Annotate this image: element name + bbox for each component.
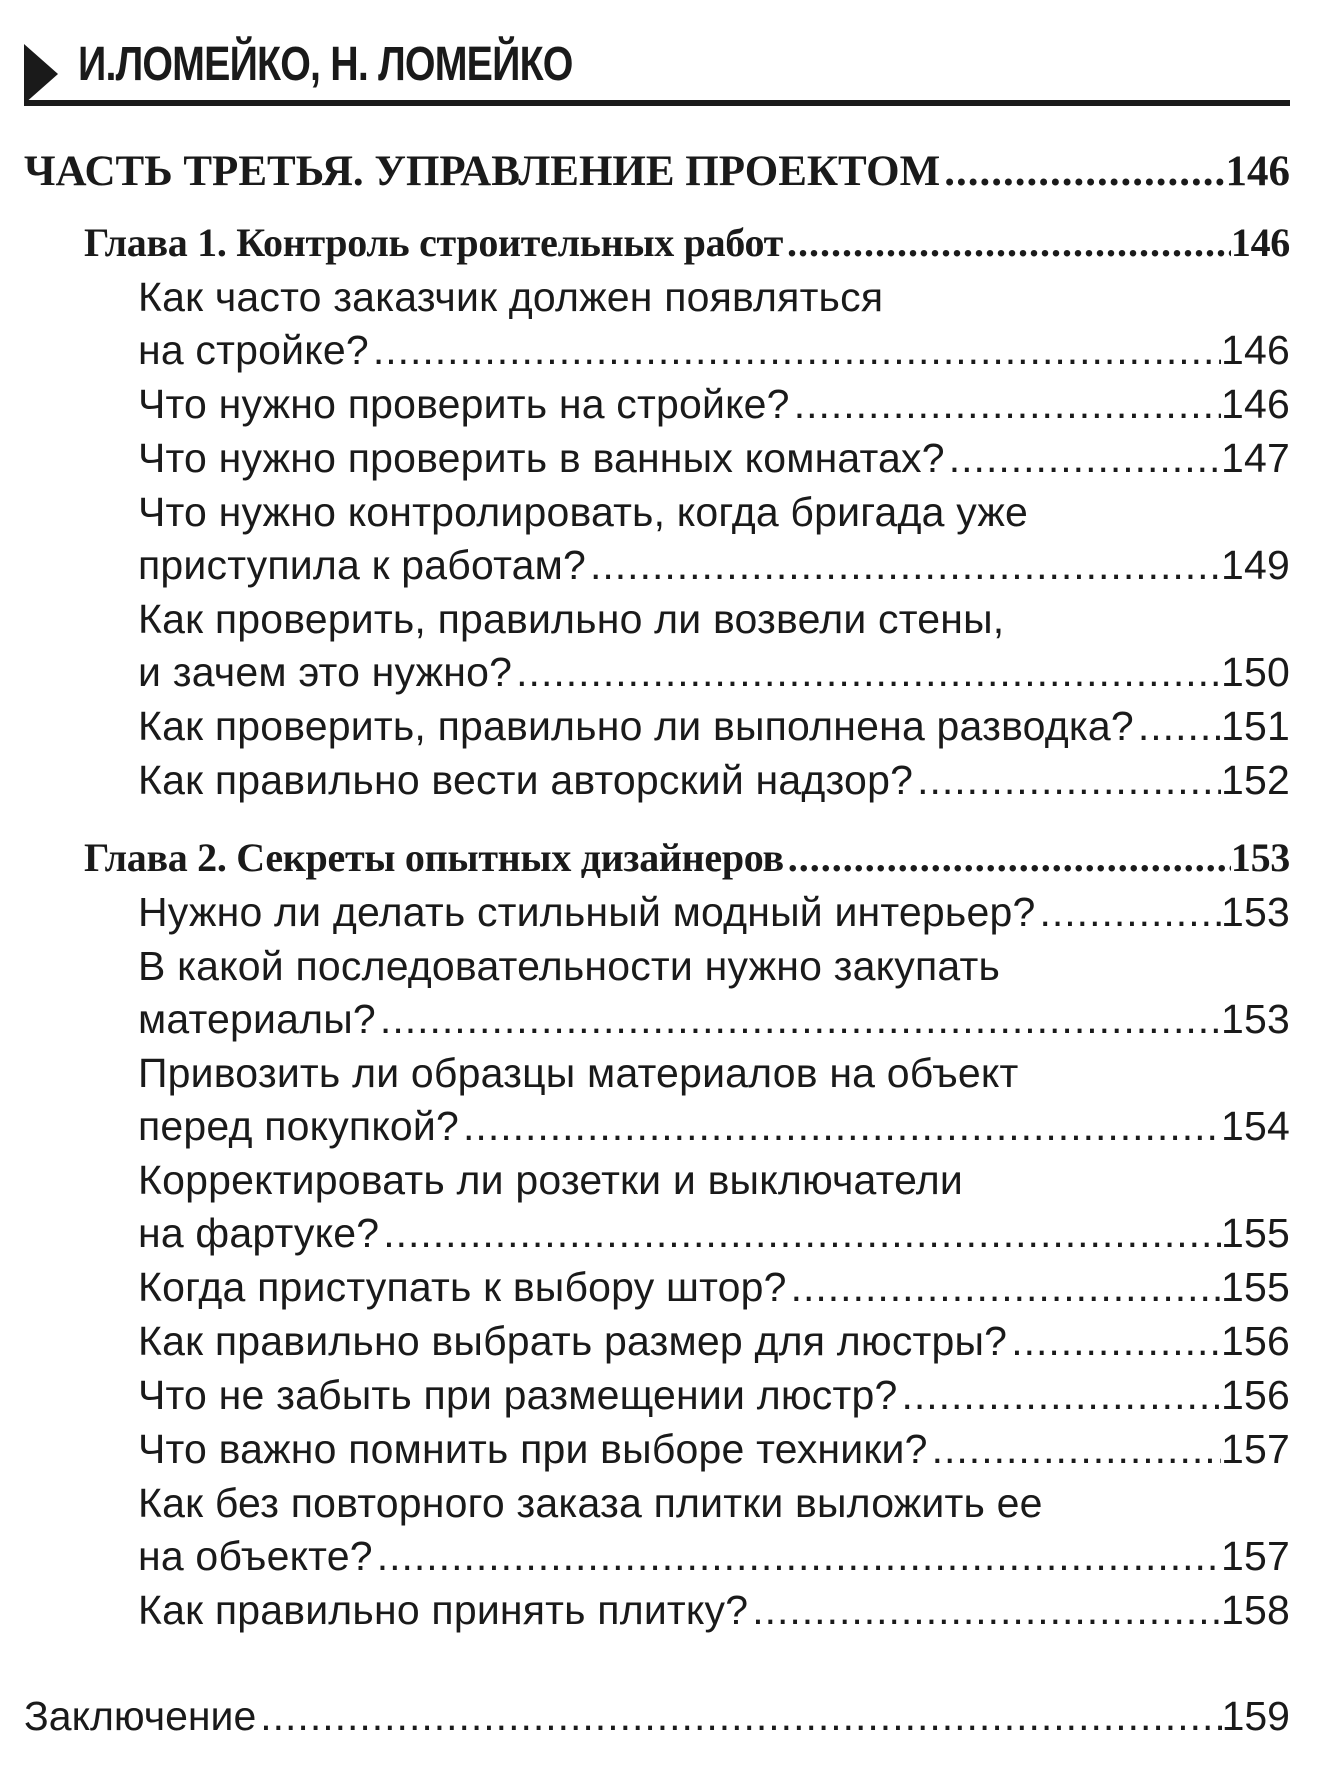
toc-chapter-title: Глава 1. Контроль строительных работ (84, 220, 783, 265)
dot-leader (1036, 885, 1221, 939)
dot-leader (256, 1689, 1221, 1743)
spacer (24, 1637, 1290, 1689)
page-number: 154 (1220, 1103, 1290, 1149)
toc-entry-text: Как проверить, правильно ли возвели стены, (138, 596, 1005, 642)
dot-leader (790, 377, 1221, 431)
page-number: 158 (1220, 1587, 1290, 1633)
toc-entry (24, 885, 1290, 939)
page-number: 155 (1220, 1264, 1290, 1310)
toc-entry-line (24, 1153, 1290, 1207)
running-header (24, 28, 1290, 110)
dot-leader (373, 1530, 1221, 1583)
toc-entry (24, 1207, 1290, 1260)
toc-chapter-2 (24, 831, 1290, 885)
dot-leader (459, 1100, 1221, 1153)
header-rule (24, 100, 1290, 106)
dot-leader (787, 1260, 1221, 1314)
page-number: 152 (1220, 757, 1290, 803)
page-number: 153 (1220, 889, 1290, 935)
dot-leader (376, 993, 1221, 1046)
dot-leader (512, 646, 1221, 699)
page-number: 157 (1220, 1426, 1290, 1472)
page-number: 153 (1220, 996, 1290, 1042)
toc-entry-text: Как проверить, правильно ли выполнена разводка? (138, 703, 1134, 749)
toc-entry-text: и зачем это нужно? (138, 649, 513, 695)
toc-entry-text: Что нужно контролировать, когда бригада уже (138, 489, 1028, 535)
toc-entry-text: на объекте? (138, 1533, 373, 1579)
page-number: 146 (1225, 148, 1290, 195)
toc-entry-text: Как правильно выбрать размер для люстры? (138, 1318, 1008, 1364)
dot-leader (586, 539, 1221, 592)
toc-entry (24, 539, 1290, 592)
page-number: 159 (1221, 1693, 1290, 1739)
toc-entry-line (24, 485, 1290, 539)
toc-chapter-1 (24, 216, 1290, 270)
toc-entry-text: Что нужно проверить в ванных комнатах? (138, 435, 945, 481)
dot-leader (913, 753, 1221, 807)
dot-leader (1007, 1314, 1221, 1368)
toc-entry (24, 377, 1290, 431)
dot-leader (945, 431, 1221, 485)
toc-entry-line (24, 1046, 1290, 1100)
toc-entry-line (24, 939, 1290, 993)
toc-chapter-title: Глава 2. Секреты опытных дизайнеров (84, 835, 784, 880)
toc-entry (24, 324, 1290, 377)
page-number: 151 (1220, 703, 1290, 749)
toc-entry-text: Когда приступать к выбору штор? (138, 1264, 787, 1310)
toc-entry-text: Как часто заказчик должен появляться (138, 274, 884, 320)
page-number: 156 (1220, 1318, 1290, 1364)
toc-entry-text: материалы? (138, 996, 376, 1042)
page-number: 155 (1220, 1210, 1290, 1256)
toc-entry-line (24, 592, 1290, 646)
dot-leader (897, 1368, 1221, 1422)
toc-entry-text: Привозить ли образцы материалов на объект (138, 1050, 1019, 1096)
page-number: 149 (1220, 542, 1290, 588)
toc-part-title-text: ЧАСТЬ ТРЕТЬЯ. УПРАВЛЕНИЕ ПРОЕКТОМ (24, 148, 941, 195)
page-number: 153 (1230, 835, 1290, 880)
page-number: 156 (1220, 1372, 1290, 1418)
toc-conclusion (24, 1689, 1290, 1743)
toc-entry-text: приступила к работам? (138, 542, 586, 588)
toc-entry (24, 1583, 1290, 1637)
toc-entry-text: перед покупкой? (138, 1103, 460, 1149)
spacer (24, 807, 1290, 831)
toc-entry-text: Как без повторного заказа плитки выложить ее (138, 1480, 1043, 1526)
toc-entry (24, 431, 1290, 485)
page-number: 146 (1220, 381, 1290, 427)
toc-entry (24, 753, 1290, 807)
toc-entry (24, 699, 1290, 753)
header-authors: И.ЛОМЕЙКО, Н. ЛОМЕЙКО (78, 38, 573, 91)
page-number: 147 (1220, 435, 1290, 481)
toc-entry (24, 1314, 1290, 1368)
dot-leader (784, 831, 1231, 885)
toc-entry (24, 1422, 1290, 1476)
page-number: 146 (1220, 327, 1290, 373)
page-number: 150 (1220, 649, 1290, 695)
toc-entry (24, 1530, 1290, 1583)
dot-leader (1134, 699, 1221, 753)
dot-leader (369, 324, 1221, 377)
toc-entry-text: Как правильно вести авторский надзор? (138, 757, 914, 803)
toc-entry (24, 646, 1290, 699)
table-of-contents (24, 142, 1290, 1743)
dot-leader (940, 142, 1225, 202)
dot-leader (928, 1422, 1221, 1476)
dot-leader (783, 216, 1231, 270)
dot-leader (379, 1207, 1221, 1260)
toc-conclusion-title: Заключение (24, 1693, 257, 1739)
toc-entry (24, 993, 1290, 1046)
page-number: 146 (1230, 220, 1290, 265)
page-number: 157 (1220, 1533, 1290, 1579)
toc-entry-text: Корректировать ли розетки и выключатели (138, 1157, 964, 1203)
toc-entry-text: на стройке? (138, 327, 369, 373)
toc-entry (24, 1368, 1290, 1422)
toc-entry-line (24, 1476, 1290, 1530)
toc-part-title (24, 142, 1290, 202)
toc-entry-text: Что не забыть при размещении люстр? (138, 1372, 898, 1418)
toc-entry-text: В какой последовательности нужно закупать (138, 943, 1001, 989)
toc-entry (24, 1260, 1290, 1314)
toc-entry (24, 1100, 1290, 1153)
toc-entry-text: на фартуке? (138, 1210, 380, 1256)
toc-entry-line (24, 270, 1290, 324)
toc-entry-text: Что важно помнить при выборе техники? (138, 1426, 928, 1472)
dot-leader (748, 1583, 1221, 1637)
toc-entry-text: Нужно ли делать стильный модный интерьер? (138, 889, 1036, 935)
header-arrow-icon (24, 44, 58, 104)
toc-entry-text: Что нужно проверить на стройке? (138, 381, 790, 427)
toc-entry-text: Как правильно принять плитку? (138, 1587, 749, 1633)
